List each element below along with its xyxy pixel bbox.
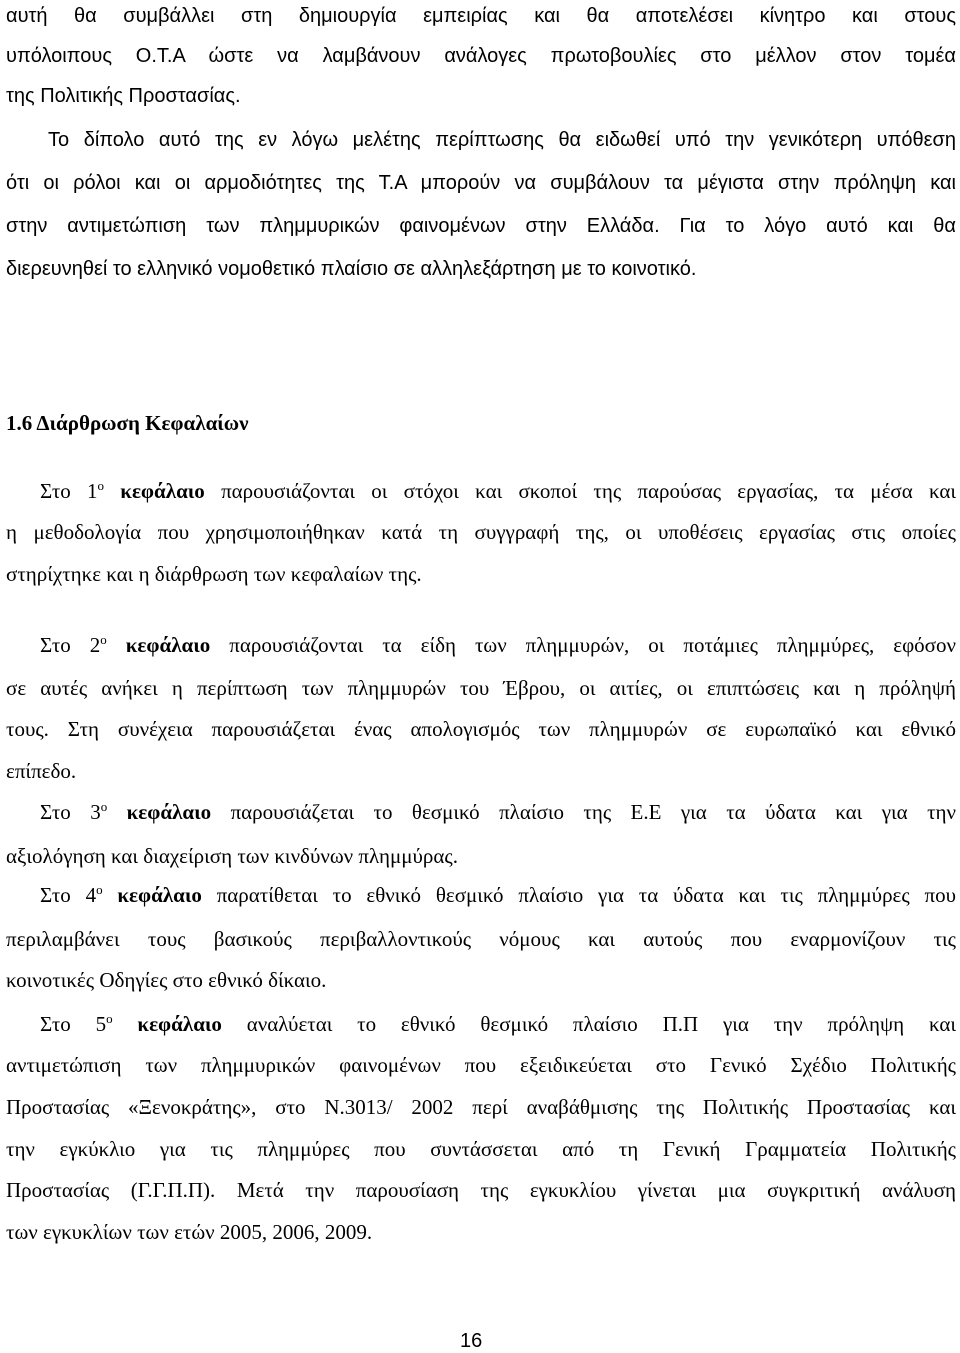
chapter-1-line-1: Στο $1^o$ κεφάλαιο παρουσιάζονται οι στόχοι και σκοποί της παρούσας εργασίας, τα μέσα και [40, 478, 957, 503]
chapter-4-line-2: περιλαμβάνει τους βασικούς περιβαλλοντικούς νόμους και αυτούς που εναρμονίζουν τις [6, 927, 956, 951]
chapter-5-line-3: Προστασίας «Ξενοκράτης», στο Ν.3013/ 2002 περί αναβάθμισης της Πολιτικής Προστασίας και [6, 1095, 956, 1119]
chapter-5-line-6: των εγκυκλίων των ετών 2005, 2006, 2009. [6, 1220, 373, 1244]
chapter-2-line-1: Στο $2^o$ κεφάλαιο παρουσιάζονται τα είδη των πλημμυρών, οι ποτάμιες πλημμύρες, εφόσον [40, 632, 957, 657]
chapter-1-line-2: η μεθοδολογία που χρησιμοποιήθηκαν κατά τη συγγραφή της, οι υποθέσεις εργασίας στις οποίες [6, 520, 956, 544]
section-heading: 1.6 Διάρθρωση Κεφαλαίων [6, 411, 249, 435]
intro-line-2: υπόλοιπους Ο.Τ.Α ώστε να λαμβάνουν ανάλογες πρωτοβουλίες στο μέλλον στον τομέα [6, 45, 956, 67]
chapter-2-line-2: σε αυτές ανήκει η περίπτωση των πλημμυρών του Έβρου, οι αιτίες, οι επιπτώσεις και η πρόληψή [6, 676, 956, 700]
chapter-5-line-1: Στο $5^o$ κεφάλαιο αναλύεται το εθνικό θεσμικό πλαίσιο Π.Π για την πρόληψη και [40, 1011, 957, 1036]
chapter-3-line-1: Στο $3^o$ κεφάλαιο παρουσιάζεται το θεσμικό πλαίσιο της Ε.Ε για τα ύδατα και για την [40, 799, 956, 824]
chapter-2-line-4: επίπεδο. [6, 759, 77, 783]
intro-line-1: αυτή θα συμβάλλει στη δημιουργία εμπειρίας και θα αποτελέσει κίνητρο και στους [6, 5, 956, 27]
chapter-4-line-3: κοινοτικές Οδηγίες στο εθνικό δίκαιο. [6, 968, 327, 992]
intro-line-6: στην αντιμετώπιση των πλημμυρικών φαινομένων στην Ελλάδα. Για το λόγο αυτό και θα [6, 215, 956, 237]
chapter-2-line-3: τους. Στη συνέχεια παρουσιάζεται ένας απολογισμός των πλημμυρών σε ευρωπαϊκό και εθνικό [6, 717, 956, 741]
page-number: 16 [460, 1330, 483, 1352]
intro-line-3: της Πολιτικής Προστασίας. [6, 85, 241, 107]
intro-line-4: Το δίπολο αυτό της εν λόγω μελέτης περίπτωσης θα ειδωθεί υπό την γενικότερη υπόθεση [48, 129, 956, 151]
chapter-5-line-2: αντιμετώπιση των πλημμυρικών φαινομένων που εξειδικεύεται στο Γενικό Σχέδιο Πολιτικής [6, 1053, 956, 1077]
chapter-5-line-4: την εγκύκλιο για τις πλημμύρες που συντάσσεται από τη Γενική Γραμματεία Πολιτικής [6, 1137, 956, 1161]
chapter-4-line-1: Στο $4^o$ κεφάλαιο παρατίθεται το εθνικό θεσμικό πλαίσιο για τα ύδατα και τις πλημμύρες που [40, 882, 956, 907]
chapter-1-line-3: στηρίχτηκε και η διάρθρωση των κεφαλαίων της. [6, 562, 422, 586]
chapter-5-line-5: Προστασίας (Γ.Γ.Π.Π). Μετά την παρουσίαση της εγκυκλίου γίνεται μια συγκριτική ανάλυση [6, 1178, 956, 1202]
intro-line-5: ότι οι ρόλοι και οι αρμοδιότητες της Τ.Α μπορούν να συμβάλουν τα μέγιστα στην πρόληψη και [6, 172, 956, 194]
intro-line-7: διερευνηθεί το ελληνικό νομοθετικό πλαίσιο σε αλληλεξάρτηση με το κοινοτικό. [6, 258, 697, 280]
chapter-3-line-2: αξιολόγηση και διαχείριση των κινδύνων πλημμύρας. [6, 844, 458, 868]
